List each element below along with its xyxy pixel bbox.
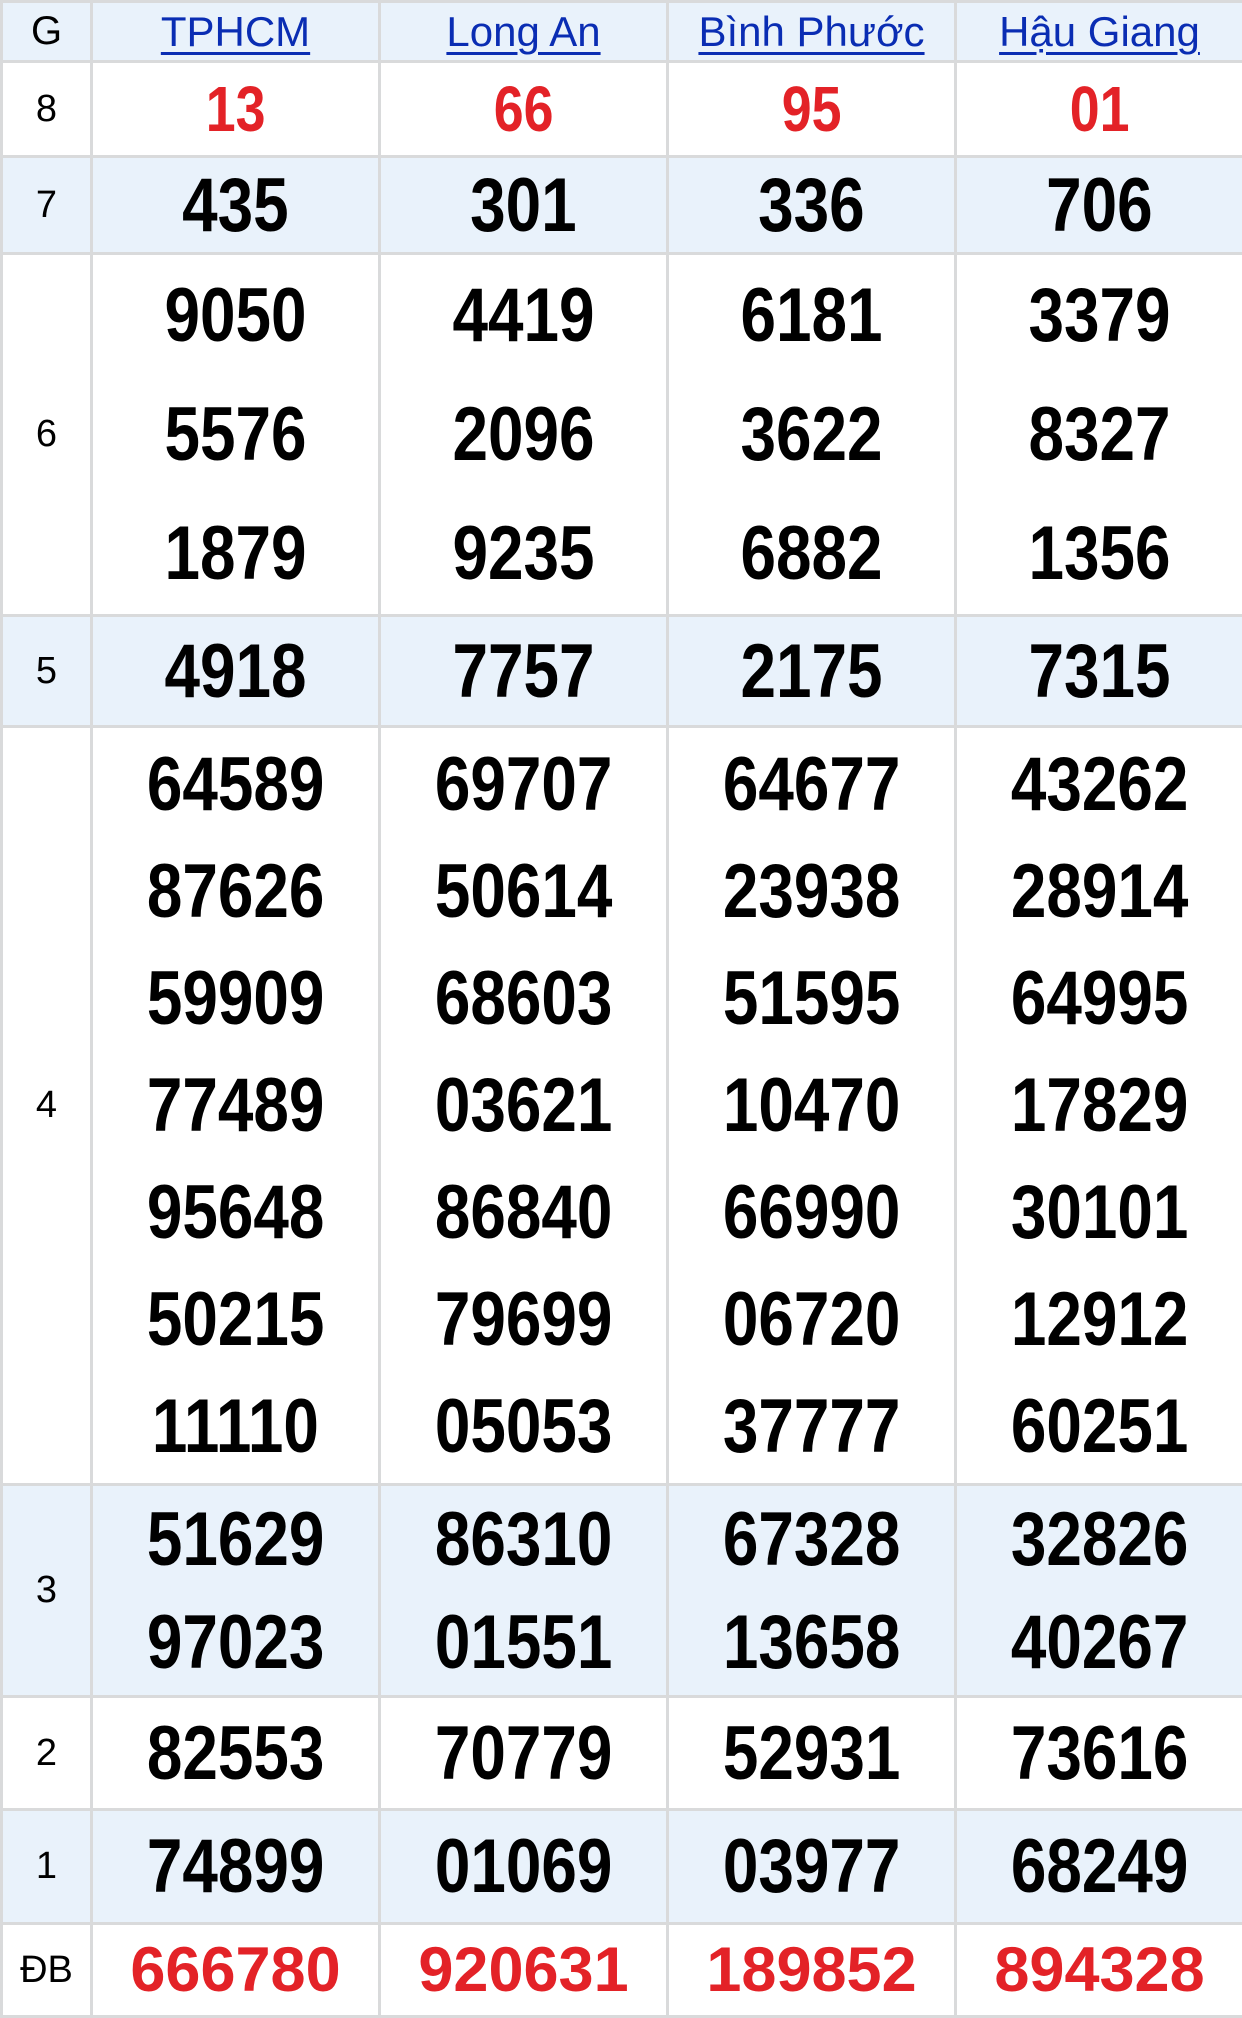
result-number: 03977 [669, 1813, 954, 1921]
result-number: 13658 [669, 1591, 954, 1694]
prize-column-header: G [2, 2, 92, 62]
result-cell-tphcm-g2 [92, 1697, 380, 1810]
province-link-hau-giang[interactable]: Hậu Giang [999, 8, 1200, 55]
result-cell-hau-giang-g8 [956, 62, 1242, 157]
result-number: 97023 [93, 1591, 378, 1694]
province-link-long-an[interactable]: Long An [446, 8, 600, 55]
prize-label: 4 [2, 727, 92, 1485]
prize-row-db [2, 1924, 1242, 2017]
result-number: 70779 [381, 1700, 666, 1807]
result-number: 50215 [93, 1266, 378, 1373]
result-number: 86310 [381, 1488, 666, 1591]
province-link-binh-phuoc[interactable]: Bình Phước [698, 8, 924, 55]
result-cell-binh-phuoc-g4 [668, 727, 956, 1485]
result-number: 82553 [93, 1700, 378, 1807]
result-number: 51629 [93, 1488, 378, 1591]
result-cell-long-an-g2 [380, 1697, 668, 1810]
result-cell-hau-giang-g1 [956, 1810, 1242, 1924]
result-number: 64995 [957, 945, 1242, 1052]
result-cell-binh-phuoc-g8 [668, 62, 956, 157]
result-number: 40267 [957, 1591, 1242, 1694]
result-cell-binh-phuoc-g1 [668, 1810, 956, 1924]
result-cell-long-an-g6 [380, 254, 668, 616]
result-cell-long-an-g4 [380, 727, 668, 1485]
result-number: 87626 [93, 838, 378, 945]
result-number: 189852 [669, 1927, 954, 2014]
result-number: 4419 [381, 256, 666, 375]
prize-row-6 [2, 254, 1242, 616]
result-number: 79699 [381, 1266, 666, 1373]
result-cell-tphcm-g5 [92, 616, 380, 727]
result-number: 03621 [381, 1052, 666, 1159]
result-number: 60251 [957, 1373, 1242, 1480]
prize-label: 5 [2, 616, 92, 727]
result-number: 2096 [381, 375, 666, 494]
result-number: 7757 [381, 619, 666, 724]
result-number: 3622 [669, 375, 954, 494]
result-number: 67328 [669, 1488, 954, 1591]
result-number: 28914 [957, 838, 1242, 945]
header-row [2, 2, 1242, 62]
result-number: 66 [381, 65, 666, 154]
result-cell-hau-giang-g4 [956, 727, 1242, 1485]
prize-row-3 [2, 1485, 1242, 1697]
result-number: 30101 [957, 1159, 1242, 1266]
prize-row-8 [2, 62, 1242, 157]
result-cell-binh-phuoc-g5 [668, 616, 956, 727]
prize-row-1 [2, 1810, 1242, 1924]
prize-label: 1 [2, 1810, 92, 1924]
result-number: 7315 [957, 619, 1242, 724]
province-link-tphcm[interactable]: TPHCM [161, 8, 310, 55]
result-number: 666780 [93, 1927, 378, 2014]
result-number: 06720 [669, 1266, 954, 1373]
province-header-long-an [380, 2, 668, 62]
result-number: 1879 [93, 494, 378, 613]
result-number: 23938 [669, 838, 954, 945]
result-cell-long-an-g7 [380, 157, 668, 254]
result-number: 66990 [669, 1159, 954, 1266]
prize-label: ĐB [2, 1924, 92, 2017]
result-number: 01069 [381, 1813, 666, 1921]
result-number: 64589 [93, 731, 378, 838]
result-cell-tphcm-g7 [92, 157, 380, 254]
result-number: 12912 [957, 1266, 1242, 1373]
province-header-tphcm [92, 2, 380, 62]
prize-label: 2 [2, 1697, 92, 1810]
result-number: 64677 [669, 731, 954, 838]
result-cell-hau-giang-g7 [956, 157, 1242, 254]
result-cell-binh-phuoc-db [668, 1924, 956, 2017]
result-cell-hau-giang-g5 [956, 616, 1242, 727]
result-cell-long-an-g3 [380, 1485, 668, 1697]
result-number: 51595 [669, 945, 954, 1052]
prize-row-4 [2, 727, 1242, 1485]
prize-row-5 [2, 616, 1242, 727]
result-cell-tphcm-g8 [92, 62, 380, 157]
result-number: 8327 [957, 375, 1242, 494]
result-number: 706 [957, 160, 1242, 251]
result-cell-binh-phuoc-g3 [668, 1485, 956, 1697]
province-header-hau-giang [956, 2, 1242, 62]
result-cell-binh-phuoc-g6 [668, 254, 956, 616]
result-number: 32826 [957, 1488, 1242, 1591]
result-cell-hau-giang-db [956, 1924, 1242, 2017]
result-number: 301 [381, 160, 666, 251]
result-cell-long-an-g5 [380, 616, 668, 727]
result-cell-long-an-g8 [380, 62, 668, 157]
result-cell-hau-giang-g3 [956, 1485, 1242, 1697]
result-cell-tphcm-db [92, 1924, 380, 2017]
result-number: 17829 [957, 1052, 1242, 1159]
result-number: 37777 [669, 1373, 954, 1480]
result-number: 336 [669, 160, 954, 251]
result-cell-binh-phuoc-g7 [668, 157, 956, 254]
result-cell-tphcm-g4 [92, 727, 380, 1485]
result-number: 77489 [93, 1052, 378, 1159]
result-cell-hau-giang-g6 [956, 254, 1242, 616]
result-number: 50614 [381, 838, 666, 945]
result-number: 11110 [93, 1373, 378, 1480]
result-number: 73616 [957, 1700, 1242, 1807]
prize-label: 7 [2, 157, 92, 254]
result-number: 5576 [93, 375, 378, 494]
result-number: 95648 [93, 1159, 378, 1266]
prize-row-2 [2, 1697, 1242, 1810]
result-number: 6181 [669, 256, 954, 375]
result-number: 1356 [957, 494, 1242, 613]
result-number: 95 [669, 65, 954, 154]
result-cell-long-an-g1 [380, 1810, 668, 1924]
result-number: 13 [93, 65, 378, 154]
result-number: 52931 [669, 1700, 954, 1807]
prize-label: 3 [2, 1485, 92, 1697]
result-number: 920631 [381, 1927, 666, 2014]
result-number: 69707 [381, 731, 666, 838]
result-cell-hau-giang-g2 [956, 1697, 1242, 1810]
result-number: 05053 [381, 1373, 666, 1480]
prize-label: 6 [2, 254, 92, 616]
result-number: 4918 [93, 619, 378, 724]
result-number: 435 [93, 160, 378, 251]
result-number: 6882 [669, 494, 954, 613]
result-number: 2175 [669, 619, 954, 724]
prize-row-7 [2, 157, 1242, 254]
result-number: 9050 [93, 256, 378, 375]
result-number: 68603 [381, 945, 666, 1052]
result-number: 01551 [381, 1591, 666, 1694]
province-header-binh-phuoc [668, 2, 956, 62]
result-number: 9235 [381, 494, 666, 613]
result-number: 59909 [93, 945, 378, 1052]
result-cell-tphcm-g3 [92, 1485, 380, 1697]
result-number: 3379 [957, 256, 1242, 375]
result-cell-tphcm-g1 [92, 1810, 380, 1924]
prize-label: 8 [2, 62, 92, 157]
result-cell-tphcm-g6 [92, 254, 380, 616]
result-cell-long-an-db [380, 1924, 668, 2017]
result-number: 894328 [957, 1927, 1242, 2014]
result-number: 10470 [669, 1052, 954, 1159]
result-number: 86840 [381, 1159, 666, 1266]
result-number: 74899 [93, 1813, 378, 1921]
result-number: 68249 [957, 1813, 1242, 1921]
result-number: 01 [957, 65, 1242, 154]
result-cell-binh-phuoc-g2 [668, 1697, 956, 1810]
result-number: 43262 [957, 731, 1242, 838]
